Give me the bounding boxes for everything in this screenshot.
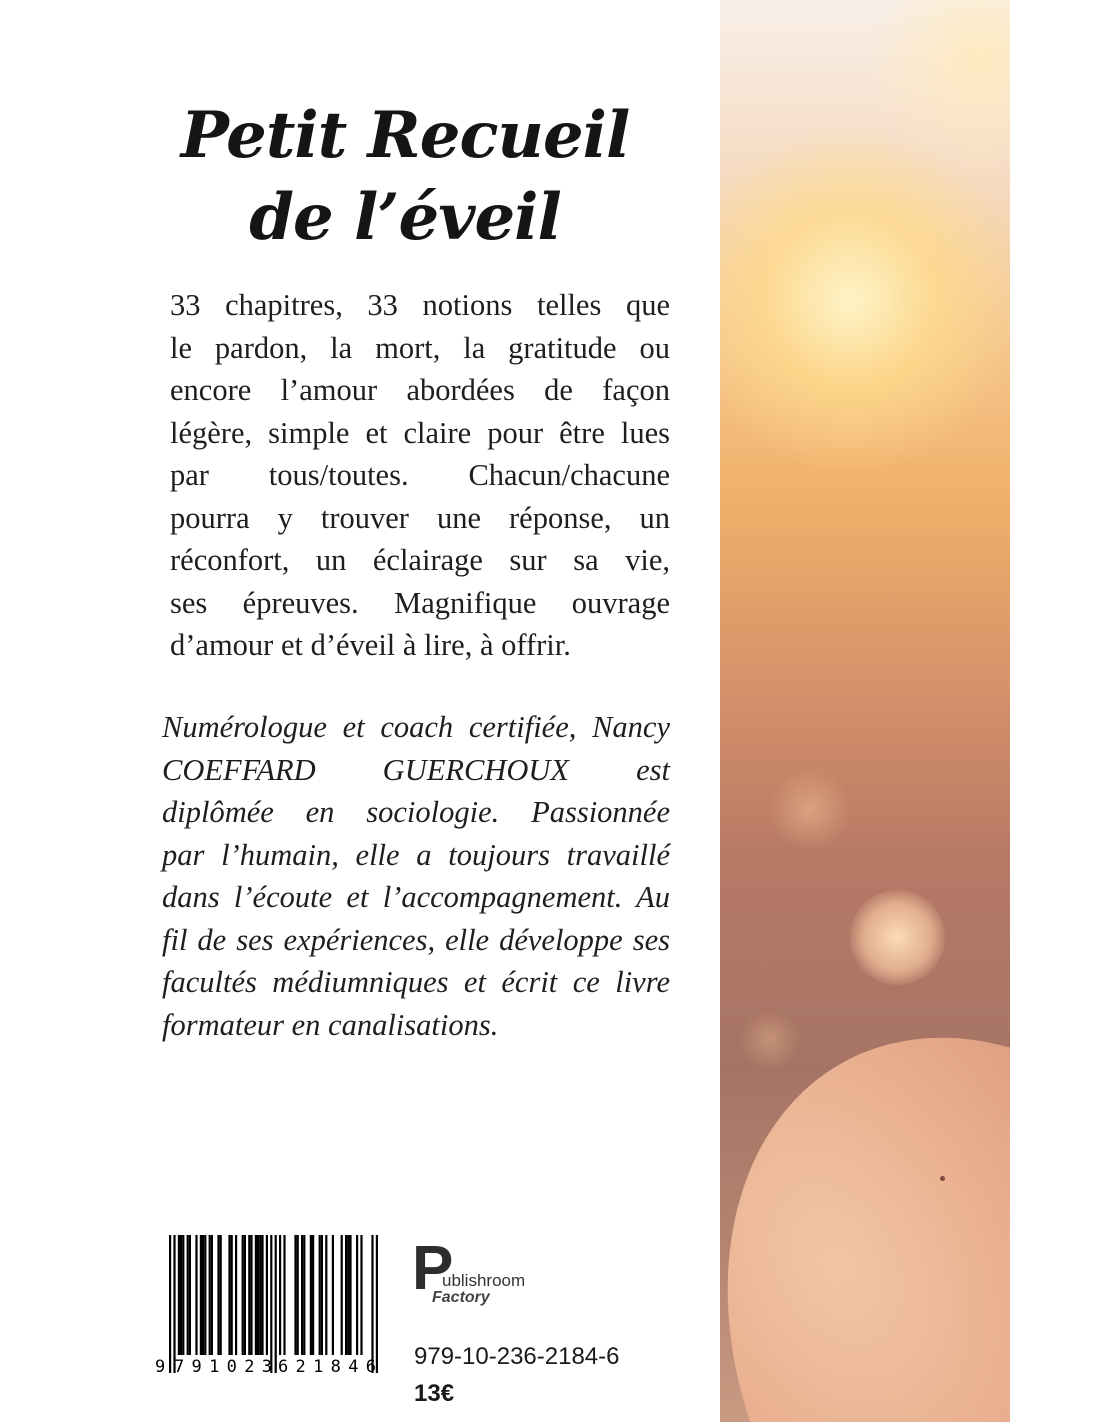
publisher-name: ublishroom	[442, 1271, 526, 1290]
barcode-bar	[321, 1235, 323, 1355]
barcode-bar	[228, 1235, 230, 1355]
barcode-bar	[294, 1235, 296, 1355]
barcode-bar	[261, 1235, 263, 1355]
barcode-bar	[244, 1235, 246, 1355]
bokeh-light	[850, 890, 945, 985]
barcode-bar	[303, 1235, 305, 1355]
bio-line: formateur en canalisations.	[162, 1007, 499, 1042]
summary-line: d’amour et d’éveil à lire, à offrir.	[170, 628, 571, 662]
bokeh-light	[770, 770, 850, 850]
barcode-bar	[173, 1235, 175, 1373]
barcode-right-digits: 621846	[278, 1357, 376, 1377]
barcode-bar	[180, 1235, 182, 1355]
book-title	[140, 95, 670, 259]
barcode-bar	[356, 1235, 358, 1355]
barcode-bar	[319, 1235, 321, 1355]
barcode-bar	[187, 1235, 189, 1355]
barcode-bar	[242, 1235, 244, 1355]
barcode-bar	[182, 1235, 184, 1355]
barcode-bar	[279, 1235, 281, 1355]
price-label: 13€	[414, 1380, 455, 1407]
publisher-logo	[412, 1234, 552, 1308]
barcode-bar	[209, 1235, 211, 1355]
barcode-bar	[347, 1235, 349, 1355]
barcode-bar	[195, 1235, 197, 1355]
bio-line: fil de ses expériences, elle développe ses	[162, 922, 670, 957]
bio-line: facultés médiumniques et écrit ce livre	[162, 965, 670, 999]
barcode-bar	[371, 1235, 373, 1373]
book-title-line1: Petit Recueil	[180, 98, 630, 173]
publisher-logo-letter: P	[412, 1234, 452, 1303]
author-bio	[162, 706, 670, 1046]
cover-photo-panel	[720, 0, 1010, 1422]
barcode-bar	[220, 1235, 222, 1355]
bio-line: dans l’écoute et l’accompagnement. Au	[162, 880, 670, 914]
summary-line: réconfort, un éclairage sur sa vie,	[170, 543, 670, 577]
summary-line: le pardon, la mort, la gratitude ou	[170, 330, 670, 365]
barcode-bar	[341, 1235, 343, 1355]
barcode-bar	[259, 1235, 261, 1355]
barcode-bar	[200, 1235, 202, 1355]
barcode-bar	[250, 1235, 252, 1355]
summary-line: 33 chapitres, 33 notions telles que	[170, 288, 670, 322]
book-summary	[170, 284, 670, 667]
barcode-bar	[312, 1235, 314, 1355]
barcode-bar	[217, 1235, 219, 1355]
barcode-bar	[283, 1235, 285, 1355]
bio-line: COEFFARD GUERCHOUX est	[162, 752, 670, 787]
barcode-bar	[169, 1235, 171, 1373]
bio-line: diplômée en sociologie. Passionnée	[162, 795, 670, 829]
isbn-number: 979-10-236-2184-6	[414, 1343, 620, 1370]
book-title-line2: de l’éveil	[249, 180, 561, 255]
barcode-bar	[297, 1235, 299, 1355]
barcode-bar	[235, 1235, 237, 1355]
barcode-bar	[310, 1235, 312, 1355]
barcode-bar	[248, 1235, 250, 1355]
barcode-left-digits: 791023	[174, 1357, 272, 1377]
barcode-bar	[275, 1235, 277, 1373]
skin-mark	[940, 1176, 945, 1181]
barcode-bar	[360, 1235, 362, 1355]
barcode-bar	[270, 1235, 272, 1373]
barcode-bar	[231, 1235, 233, 1355]
summary-line: légère, simple et claire pour être lues	[170, 415, 670, 450]
barcode-bar	[255, 1235, 257, 1355]
summary-line: par tous/toutes. Chacun/chacune	[170, 458, 670, 492]
barcode-bar	[266, 1235, 268, 1355]
summary-line: ses épreuves. Magnifique ouvrage	[170, 585, 670, 620]
barcode-bar	[202, 1235, 204, 1355]
barcode-bar	[325, 1235, 327, 1355]
barcode-first-digit: 9	[155, 1357, 166, 1377]
barcode-graphic	[153, 1233, 390, 1378]
barcode-bar	[376, 1235, 378, 1373]
barcode-bar	[257, 1235, 259, 1355]
summary-line: encore l’amour abordées de façon	[170, 373, 670, 407]
barcode-bar	[204, 1235, 206, 1355]
barcode-bar	[189, 1235, 191, 1355]
barcode-bar	[332, 1235, 334, 1355]
bio-line: par l’humain, elle a toujours travaillé	[162, 837, 670, 872]
summary-line: pourra y trouver une réponse, un	[170, 500, 670, 535]
barcode-bar	[211, 1235, 213, 1355]
barcode-bar	[349, 1235, 351, 1355]
barcode-bar	[178, 1235, 180, 1355]
bokeh-light	[740, 1010, 800, 1070]
isbn-barcode	[153, 1233, 390, 1378]
barcode-bar	[345, 1235, 347, 1355]
bio-line: Numérologue et coach certifiée, Nancy	[162, 710, 670, 744]
barcode-bar	[301, 1235, 303, 1355]
publisher-subname: Factory	[432, 1289, 490, 1306]
